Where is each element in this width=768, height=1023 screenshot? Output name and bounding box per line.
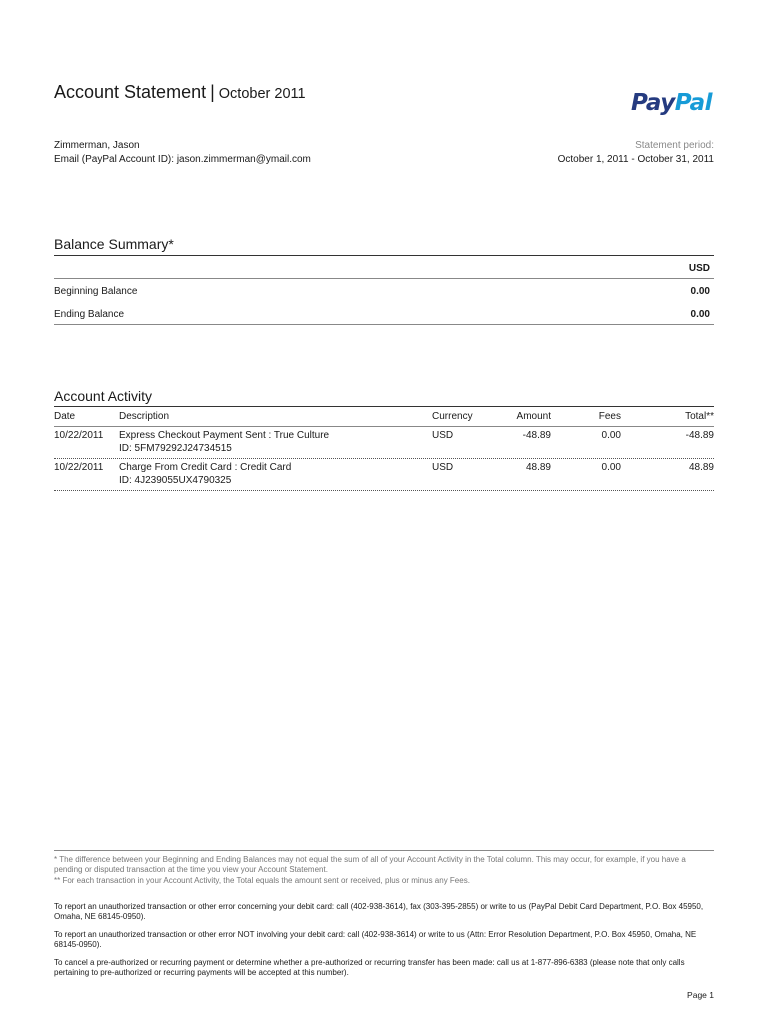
contact-non-debit-errors: To report an unauthorized transaction or other error NOT involving your debit card: call (402-938-3614) or write to us (Attn: Error Resolution Department, P.O. Box 45950, Omaha, NE 68145-0950). [54, 930, 697, 949]
transaction-amount: 48.89 [525, 462, 551, 473]
row-divider [54, 490, 714, 491]
col-header-description: Description [119, 411, 170, 422]
activity-top-rule [54, 406, 714, 407]
col-header-fees: Fees [598, 411, 621, 422]
transaction-id: ID: 4J239055UX4790325 [119, 474, 232, 486]
title-separator: | [210, 82, 215, 102]
col-header-date: Date [54, 411, 76, 422]
balance-value: 0.00 [690, 309, 710, 320]
row-divider [54, 458, 714, 459]
statement-period-label: Statement period: [635, 140, 714, 151]
account-email: Email (PayPal Account ID): jason.zimmerman@ymail.com [54, 153, 311, 165]
transaction-fees: 0.00 [601, 430, 621, 441]
footer-rule [54, 850, 714, 851]
logo-pay-text: Pay [631, 90, 675, 116]
footnote-total-definition: ** For each transaction in your Account Activity, the Total equals the amount sent or received, plus or minus any Fees. [54, 876, 470, 885]
account-holder-block [54, 139, 311, 166]
contact-debit-card-errors: To report an unauthorized transaction or other error concerning your debit card: call (402-938-3614), fax (303-395-2855) or write to us (PayPal Debit Card Department, P.O. Box 45950, Omaha, NE 68145-0950). [54, 902, 704, 921]
balance-summary-top-rule [54, 255, 714, 256]
transaction-currency: USD [432, 430, 454, 441]
balance-value: 0.00 [690, 286, 710, 297]
balance-label: Ending Balance [54, 309, 125, 320]
transaction-currency: USD [432, 462, 454, 473]
transaction-id: ID: 5FM79292J24734515 [119, 442, 232, 454]
balance-label: Beginning Balance [54, 286, 138, 297]
transaction-description-text: Express Checkout Payment Sent : True Culture [119, 430, 330, 441]
transaction-fees: 0.00 [601, 462, 621, 473]
col-header-total: Total** [685, 411, 714, 422]
balance-row-ending [54, 309, 714, 320]
statement-period-value: October 1, 2011 - October 31, 2011 [557, 153, 714, 165]
balance-header-rule [54, 278, 714, 279]
transaction-amount: -48.89 [522, 430, 551, 441]
statement-period-block [558, 139, 714, 166]
transaction-date: 10/22/2011 [54, 430, 104, 441]
page-number: Page 1 [687, 990, 714, 1000]
col-header-amount: Amount [516, 411, 551, 422]
logo-pal-text: Pal [674, 90, 712, 116]
account-activity-title: Account Activity [54, 388, 153, 404]
activity-header-rule [54, 426, 714, 427]
transaction-total: 48.89 [688, 462, 714, 473]
transaction-description-text: Charge From Credit Card : Credit Card [119, 462, 292, 473]
statement-month: October 2011 [218, 86, 306, 102]
account-holder-name: Zimmerman, Jason [54, 140, 140, 151]
page-title [54, 82, 306, 103]
statement-title: Account Statement [54, 82, 207, 102]
transaction-date: 10/22/2011 [54, 462, 104, 473]
col-header-currency: Currency [432, 411, 473, 422]
transaction-description [119, 462, 291, 487]
balance-currency-header: USD [688, 263, 710, 274]
balance-row-beginning [54, 286, 714, 297]
balance-bottom-rule [54, 324, 714, 325]
footnote-balance-difference: * The difference between your Beginning and Ending Balances may not equal the sum of all of your Account Activity in the Total column. This may occur, for example, if you have a pending or disputed transaction at the time you view your Account Statement. [54, 855, 686, 874]
contact-preauthorized-payments: To cancel a pre-authorized or recurring payment or determine whether a pre-authorized or recurring transfer has been made: call us at 1-877-896-6383 (please note that only calls pertaining to pre-authorized or recurring payments will be accepted at this number). [54, 958, 685, 977]
balance-summary-title: Balance Summary* [54, 236, 174, 252]
transaction-description [119, 430, 329, 455]
transaction-total: -48.89 [685, 430, 714, 441]
paypal-logo [631, 90, 712, 116]
footnotes [54, 855, 714, 888]
